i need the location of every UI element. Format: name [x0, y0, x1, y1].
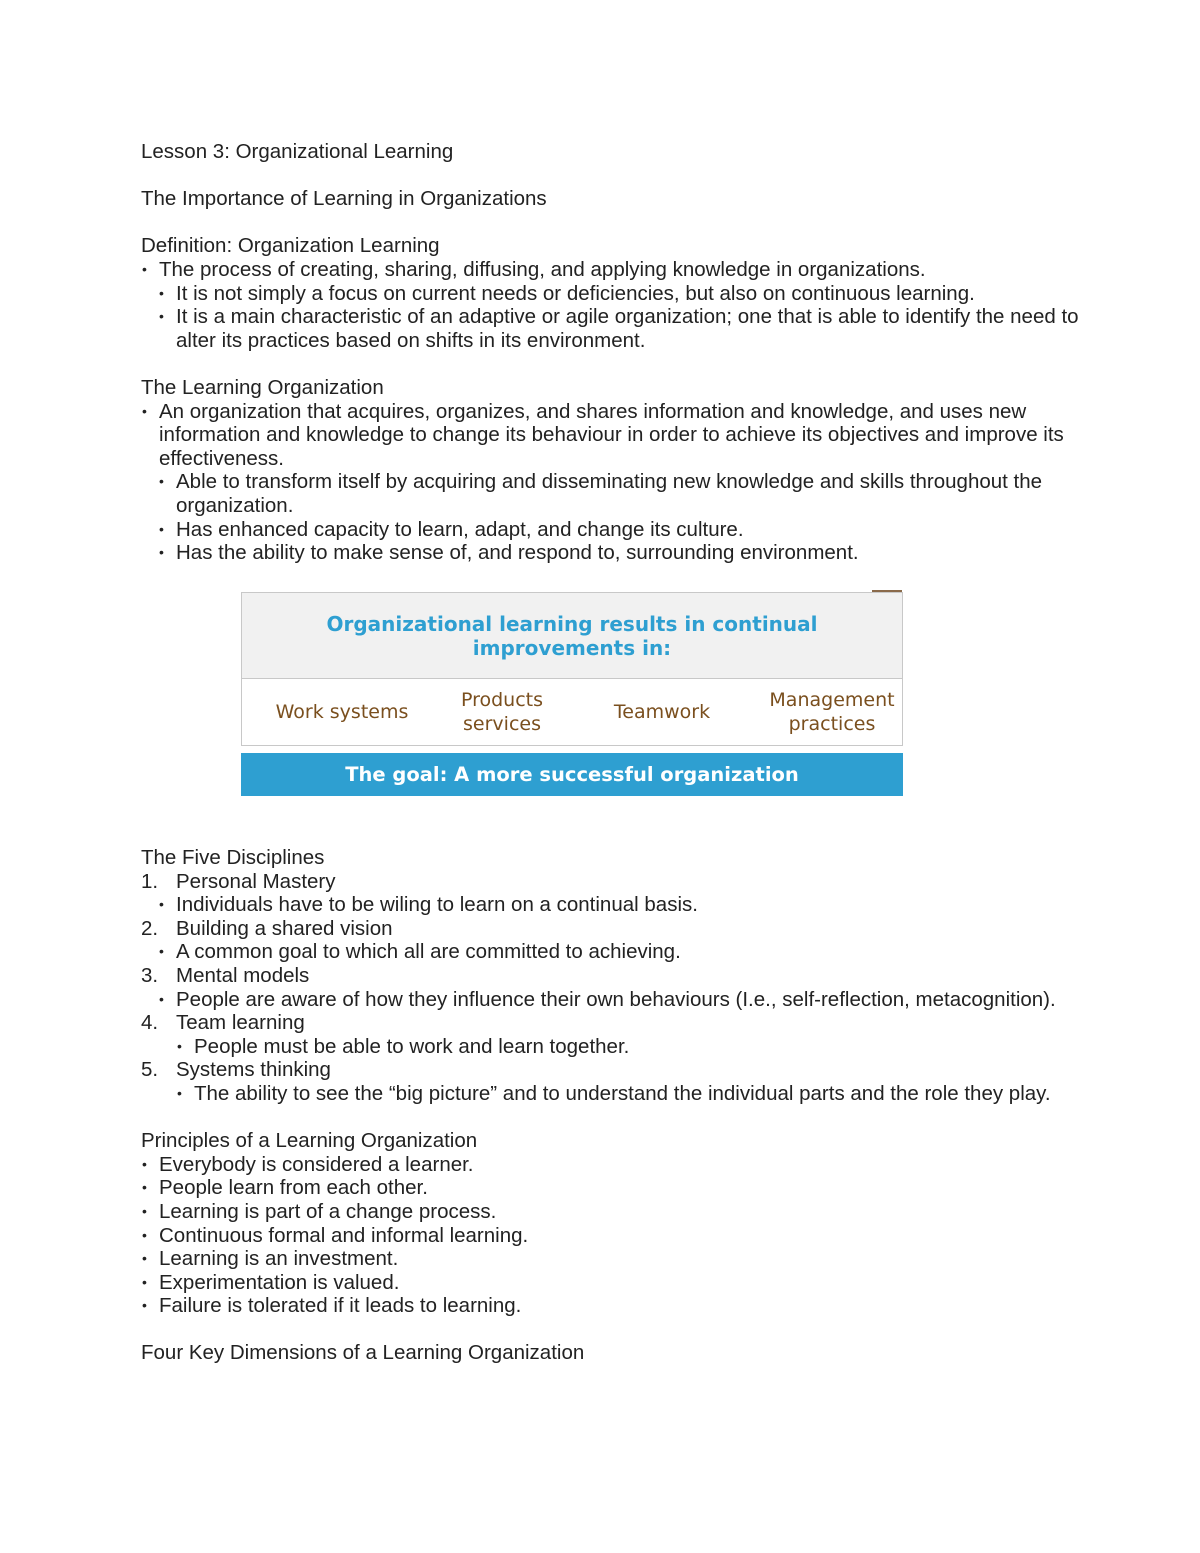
section-heading-importance: The Importance of Learning in Organizations	[141, 187, 547, 211]
learning-org-sub-bullet: • Able to transform itself by acquiring and disseminating new knowledge and skills throughout the organization.	[141, 470, 1081, 517]
discipline-sub-bullet: • People must be able to work and learn together.	[141, 1035, 1081, 1059]
principle-item: • Learning is part of a change process.	[141, 1200, 1081, 1224]
document-body	[141, 140, 1081, 565]
discipline-item: 1. Personal Mastery	[141, 869, 336, 893]
discipline-item: 2. Building a shared vision	[141, 916, 393, 940]
definition-sub-bullet: • It is not simply a focus on current needs or deficiencies, but also on continuous learning.	[141, 282, 1081, 306]
principles-list	[141, 1153, 1081, 1318]
discipline-item: 4. Team learning	[141, 1011, 305, 1035]
figure-goal-banner: The goal: A more successful organization	[241, 753, 903, 796]
definition-heading: Definition: Organization Learning	[141, 234, 440, 258]
document-body-lower	[141, 846, 1081, 1365]
discipline-sub-bullet: • People are aware of how they influence their own behaviours (I.e., self-reflection, metacognition).	[141, 988, 1081, 1012]
figure-item-work-systems: Work systems	[275, 701, 409, 723]
five-disciplines-list	[141, 870, 1081, 1106]
principle-item: • Failure is tolerated if it leads to learning.	[141, 1294, 1081, 1318]
figure-heading: Organizational learning results in continual improvements in:	[242, 593, 902, 679]
figure-item-products-services: Products services	[460, 689, 544, 735]
learning-org-heading: The Learning Organization	[141, 375, 384, 399]
principles-heading: Principles of a Learning Organization	[141, 1129, 478, 1153]
principle-item: • Experimentation is valued.	[141, 1271, 1081, 1295]
discipline-sub-bullet: • Individuals have to be wiling to learn on a continual basis.	[141, 893, 1081, 917]
figure-item-teamwork: Teamwork	[613, 701, 711, 723]
discipline-item: 5. Systems thinking	[141, 1058, 331, 1082]
learning-org-bullet: • An organization that acquires, organizes, and shares information and knowledge, and uses new information and knowledge to change its behaviour in order to achieve its objectives and improve its effectiveness.	[141, 400, 1081, 471]
discipline-item: 3. Mental models	[141, 963, 310, 987]
principle-item: • People learn from each other.	[141, 1176, 1081, 1200]
learning-org-list	[141, 400, 1081, 565]
figure-items	[242, 680, 902, 744]
discipline-sub-bullet: • A common goal to which all are committed to achieving.	[141, 940, 1081, 964]
principle-item: • Everybody is considered a learner.	[141, 1153, 1081, 1177]
five-disciplines-heading: The Five Disciplines	[141, 846, 325, 869]
principle-item: • Continuous formal and informal learning.	[141, 1224, 1081, 1248]
org-learning-figure	[241, 590, 903, 796]
four-dimensions-heading: Four Key Dimensions of a Learning Organization	[141, 1341, 585, 1365]
principle-item: • Learning is an investment.	[141, 1247, 1081, 1271]
definition-bullet: • The process of creating, sharing, diffusing, and applying knowledge in organizations.	[141, 258, 1081, 282]
figure-item-management-practices: Management practices	[769, 689, 895, 735]
discipline-sub-bullet: • The ability to see the “big picture” and to understand the individual parts and the role they play.	[141, 1082, 1081, 1106]
lesson-title: Lesson 3: Organizational Learning	[141, 140, 454, 163]
definition-sub-bullet: • It is a main characteristic of an adaptive or agile organization; one that is able to identify the need to alter its practices based on shifts in its environment.	[141, 305, 1081, 352]
learning-org-sub-bullet: • Has the ability to make sense of, and respond to, surrounding environment.	[141, 541, 1081, 565]
figure-box	[241, 592, 903, 746]
definition-list	[141, 258, 1081, 352]
learning-org-sub-bullet: • Has enhanced capacity to learn, adapt, and change its culture.	[141, 518, 1081, 542]
